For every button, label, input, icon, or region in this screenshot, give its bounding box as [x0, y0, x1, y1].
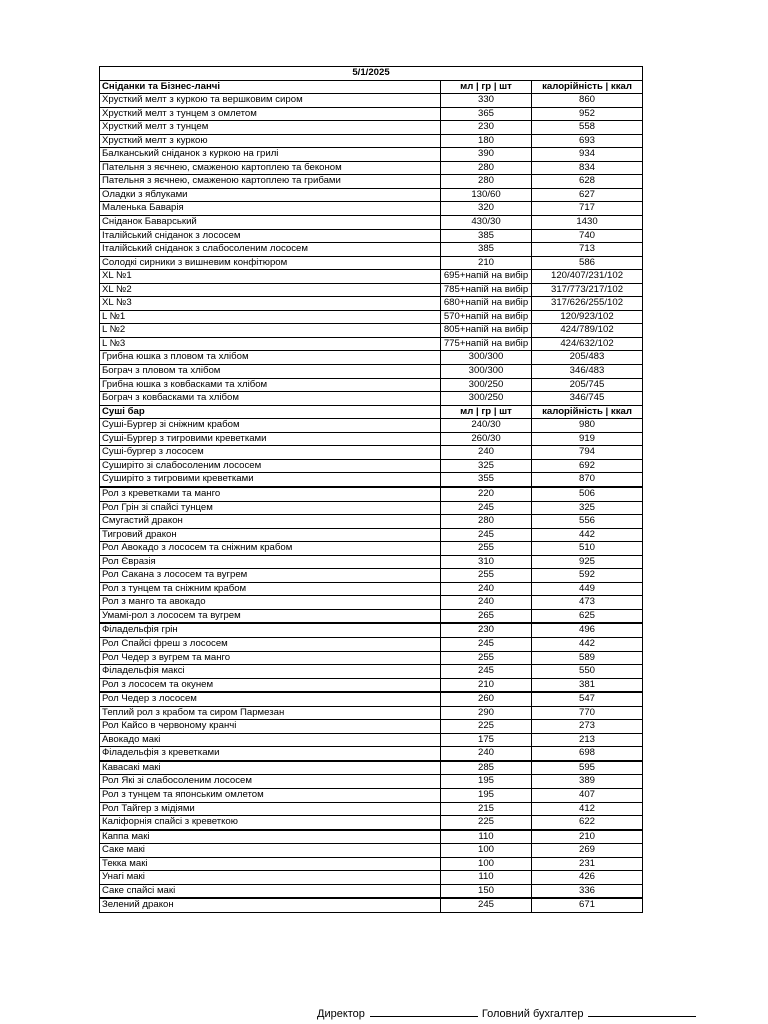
- kcal-cell: 346/483: [532, 365, 643, 379]
- kcal-cell: 424/632/102: [532, 337, 643, 351]
- portion-cell: 240: [441, 446, 532, 460]
- dish-name-cell: Маленька Баварія: [100, 202, 441, 216]
- kcal-cell: 336: [532, 884, 643, 898]
- dish-name-cell: Рол Чедер з вугрем та манго: [100, 651, 441, 665]
- portion-cell: 215: [441, 802, 532, 816]
- table-row: [100, 161, 643, 175]
- dish-name-cell: Суші-Бургер з тигровими креветками: [100, 432, 441, 446]
- calorie-table-body: [100, 67, 643, 913]
- dish-name-cell: Рол з лососем та окунем: [100, 678, 441, 692]
- kcal-cell: 586: [532, 256, 643, 270]
- kcal-header: калорійність | ккал: [532, 80, 643, 94]
- section-header-row: [100, 80, 643, 94]
- table-row: [100, 324, 643, 338]
- kcal-cell: 210: [532, 830, 643, 844]
- portion-cell: 255: [441, 651, 532, 665]
- kcal-cell: 693: [532, 134, 643, 148]
- kcal-header: калорійність | ккал: [532, 405, 643, 419]
- table-row: [100, 188, 643, 202]
- kcal-cell: 589: [532, 651, 643, 665]
- table-row: [100, 609, 643, 623]
- kcal-cell: 625: [532, 609, 643, 623]
- kcal-cell: 449: [532, 582, 643, 596]
- table-row: [100, 446, 643, 460]
- dish-name-cell: Авокадо макі: [100, 733, 441, 747]
- dish-name-cell: Хрусткий мелт з куркою: [100, 134, 441, 148]
- dish-name-cell: Рол з тунцем та сніжним крабом: [100, 582, 441, 596]
- kcal-cell: 980: [532, 419, 643, 433]
- portion-cell: 300/300: [441, 365, 532, 379]
- portion-cell: 220: [441, 487, 532, 501]
- dish-name-cell: Рол Які зі слабосоленим лососем: [100, 775, 441, 789]
- dish-name-cell: Філадельфія максі: [100, 665, 441, 679]
- portion-cell: 195: [441, 788, 532, 802]
- portion-cell: 390: [441, 148, 532, 162]
- kcal-cell: 496: [532, 623, 643, 637]
- portion-cell: 130/60: [441, 188, 532, 202]
- portion-cell: 245: [441, 665, 532, 679]
- kcal-cell: 325: [532, 501, 643, 515]
- dish-name-cell: Каппа макі: [100, 830, 441, 844]
- signature-block: [317, 1006, 696, 1020]
- portion-cell: 245: [441, 501, 532, 515]
- table-row: [100, 515, 643, 529]
- table-row: [100, 898, 643, 912]
- dish-name-cell: Суші-Бургер зі сніжним крабом: [100, 419, 441, 433]
- kcal-cell: 592: [532, 569, 643, 583]
- portion-cell: 245: [441, 528, 532, 542]
- dish-name-cell: Рол з тунцем та японським омлетом: [100, 788, 441, 802]
- dish-name-cell: Хрусткий мелт з куркою та вершковим сиром: [100, 94, 441, 108]
- portion-cell: 260/30: [441, 432, 532, 446]
- portion-cell: 180: [441, 134, 532, 148]
- director-label: Директор: [317, 1008, 365, 1020]
- dish-name-cell: Солодкі сирники з вишневим конфітюром: [100, 256, 441, 270]
- calorie-table: [99, 66, 643, 913]
- kcal-cell: 346/745: [532, 392, 643, 406]
- kcal-cell: 510: [532, 542, 643, 556]
- portion-cell: 680+напій на вибір: [441, 297, 532, 311]
- kcal-cell: 205/745: [532, 378, 643, 392]
- kcal-cell: 424/789/102: [532, 324, 643, 338]
- table-row: [100, 432, 643, 446]
- kcal-cell: 952: [532, 107, 643, 121]
- kcal-cell: 595: [532, 761, 643, 775]
- dish-name-cell: Грибна юшка з ковбасками та хлібом: [100, 378, 441, 392]
- table-row: [100, 830, 643, 844]
- date-cell: 5/1/2025: [100, 67, 643, 81]
- dish-name-cell: L №2: [100, 324, 441, 338]
- portion-cell: 100: [441, 844, 532, 858]
- kcal-cell: 412: [532, 802, 643, 816]
- kcal-cell: 794: [532, 446, 643, 460]
- kcal-cell: 713: [532, 243, 643, 257]
- portion-cell: 240: [441, 596, 532, 610]
- kcal-cell: 628: [532, 175, 643, 189]
- kcal-cell: 381: [532, 678, 643, 692]
- dish-name-cell: Суширіто з тигровими креветками: [100, 473, 441, 487]
- table-row: [100, 283, 643, 297]
- portion-cell: 385: [441, 243, 532, 257]
- dish-name-cell: Унагі макі: [100, 871, 441, 885]
- dish-name-cell: Саке спайсі макі: [100, 884, 441, 898]
- portion-cell: 245: [441, 898, 532, 912]
- portion-cell: 210: [441, 256, 532, 270]
- portion-cell: 280: [441, 161, 532, 175]
- portion-cell: 570+напій на вибір: [441, 310, 532, 324]
- dish-name-cell: Сніданок Баварський: [100, 216, 441, 230]
- portion-cell: 785+напій на вибір: [441, 283, 532, 297]
- kcal-cell: 273: [532, 720, 643, 734]
- portion-header: мл | гр | шт: [441, 80, 532, 94]
- kcal-cell: 442: [532, 637, 643, 651]
- portion-cell: 110: [441, 830, 532, 844]
- table-row: [100, 337, 643, 351]
- portion-cell: 245: [441, 637, 532, 651]
- table-row: [100, 857, 643, 871]
- table-row: [100, 844, 643, 858]
- table-row: [100, 720, 643, 734]
- portion-cell: 240/30: [441, 419, 532, 433]
- dish-name-cell: Рол Тайгер з мідіями: [100, 802, 441, 816]
- dish-name-cell: Умамі-рол з лососем та вугрем: [100, 609, 441, 623]
- kcal-cell: 925: [532, 555, 643, 569]
- kcal-cell: 671: [532, 898, 643, 912]
- table-row: [100, 884, 643, 898]
- portion-cell: 110: [441, 871, 532, 885]
- table-row: [100, 175, 643, 189]
- kcal-cell: 550: [532, 665, 643, 679]
- table-row: [100, 871, 643, 885]
- table-row: [100, 148, 643, 162]
- table-row: [100, 692, 643, 706]
- portion-cell: 210: [441, 678, 532, 692]
- kcal-cell: 389: [532, 775, 643, 789]
- portion-cell: 300/250: [441, 378, 532, 392]
- portion-cell: 320: [441, 202, 532, 216]
- kcal-cell: 622: [532, 816, 643, 830]
- kcal-cell: 213: [532, 733, 643, 747]
- dish-name-cell: Текка макі: [100, 857, 441, 871]
- kcal-cell: 860: [532, 94, 643, 108]
- table-row: [100, 310, 643, 324]
- section-title: Сніданки та Бізнес-ланчі: [100, 80, 441, 94]
- kcal-cell: 919: [532, 432, 643, 446]
- table-row: [100, 665, 643, 679]
- dish-name-cell: Рол з манго та авокадо: [100, 596, 441, 610]
- portion-cell: 255: [441, 569, 532, 583]
- table-row: [100, 802, 643, 816]
- portion-cell: 240: [441, 582, 532, 596]
- kcal-cell: 934: [532, 148, 643, 162]
- dish-name-cell: Бограч з ковбасками та хлібом: [100, 392, 441, 406]
- date-row: [100, 67, 643, 81]
- table-row: [100, 706, 643, 720]
- table-row: [100, 229, 643, 243]
- portion-cell: 310: [441, 555, 532, 569]
- kcal-cell: 269: [532, 844, 643, 858]
- kcal-cell: 740: [532, 229, 643, 243]
- dish-name-cell: Зелений дракон: [100, 898, 441, 912]
- table-row: [100, 637, 643, 651]
- kcal-cell: 547: [532, 692, 643, 706]
- dish-name-cell: Хрусткий мелт з тунцем: [100, 121, 441, 135]
- portion-header: мл | гр | шт: [441, 405, 532, 419]
- dish-name-cell: Балканський сніданок з куркою на грилі: [100, 148, 441, 162]
- dish-name-cell: Пательня з яєчнею, смаженою картоплею та беконом: [100, 161, 441, 175]
- portion-cell: 430/30: [441, 216, 532, 230]
- portion-cell: 290: [441, 706, 532, 720]
- kcal-cell: 627: [532, 188, 643, 202]
- portion-cell: 805+напій на вибір: [441, 324, 532, 338]
- table-row: [100, 378, 643, 392]
- table-row: [100, 202, 643, 216]
- kcal-cell: 870: [532, 473, 643, 487]
- kcal-cell: 556: [532, 515, 643, 529]
- dish-name-cell: Рол Спайсі фреш з лососем: [100, 637, 441, 651]
- portion-cell: 195: [441, 775, 532, 789]
- dish-name-cell: Рол Євразія: [100, 555, 441, 569]
- kcal-cell: 407: [532, 788, 643, 802]
- dish-name-cell: Італійський сніданок з лососем: [100, 229, 441, 243]
- portion-cell: 330: [441, 94, 532, 108]
- table-row: [100, 256, 643, 270]
- dish-name-cell: Саке макі: [100, 844, 441, 858]
- table-row: [100, 365, 643, 379]
- table-row: [100, 107, 643, 121]
- table-row: [100, 459, 643, 473]
- kcal-cell: 473: [532, 596, 643, 610]
- dish-name-cell: XL №3: [100, 297, 441, 311]
- portion-cell: 230: [441, 623, 532, 637]
- dish-name-cell: Каліфорнія спайсі з креветкою: [100, 816, 441, 830]
- dish-name-cell: Тигровий дракон: [100, 528, 441, 542]
- dish-name-cell: Оладки з яблуками: [100, 188, 441, 202]
- dish-name-cell: Суші-бургер з лососем: [100, 446, 441, 460]
- kcal-cell: 426: [532, 871, 643, 885]
- portion-cell: 300/300: [441, 351, 532, 365]
- dish-name-cell: Пательня з яєчнею, смаженою картоплею та грибами: [100, 175, 441, 189]
- portion-cell: 240: [441, 747, 532, 761]
- portion-cell: 280: [441, 175, 532, 189]
- dish-name-cell: Рол Сакана з лососем та вугрем: [100, 569, 441, 583]
- dish-name-cell: Хрусткий мелт з тунцем з омлетом: [100, 107, 441, 121]
- portion-cell: 285: [441, 761, 532, 775]
- dish-name-cell: Рол з креветками та манго: [100, 487, 441, 501]
- portion-cell: 695+напій на вибір: [441, 270, 532, 284]
- accountant-signature-line: [588, 1006, 696, 1017]
- kcal-cell: 506: [532, 487, 643, 501]
- accountant-label: Головний бухгалтер: [481, 1008, 584, 1020]
- table-row: [100, 270, 643, 284]
- portion-cell: 230: [441, 121, 532, 135]
- portion-cell: 150: [441, 884, 532, 898]
- dish-name-cell: Грибна юшка з пловом та хлібом: [100, 351, 441, 365]
- dish-name-cell: Теплий рол з крабом та сиром Пармезан: [100, 706, 441, 720]
- portion-cell: 775+напій на вибір: [441, 337, 532, 351]
- dish-name-cell: Смугастий дракон: [100, 515, 441, 529]
- table-row: [100, 297, 643, 311]
- director-signature-line: [370, 1006, 478, 1017]
- kcal-cell: 317/773/217/102: [532, 283, 643, 297]
- dish-name-cell: Рол Чедер з лососем: [100, 692, 441, 706]
- table-row: [100, 216, 643, 230]
- portion-cell: 355: [441, 473, 532, 487]
- table-row: [100, 733, 643, 747]
- table-row: [100, 121, 643, 135]
- table-row: [100, 542, 643, 556]
- table-row: [100, 747, 643, 761]
- portion-cell: 365: [441, 107, 532, 121]
- kcal-cell: 558: [532, 121, 643, 135]
- table-row: [100, 596, 643, 610]
- dish-name-cell: Італійський сніданок з слабосоленим лососем: [100, 243, 441, 257]
- table-row: [100, 678, 643, 692]
- dish-name-cell: Філадельфія з креветками: [100, 747, 441, 761]
- portion-cell: 265: [441, 609, 532, 623]
- kcal-cell: 317/626/255/102: [532, 297, 643, 311]
- kcal-cell: 120/407/231/102: [532, 270, 643, 284]
- dish-name-cell: Бограч з пловом та хлібом: [100, 365, 441, 379]
- dish-name-cell: L №3: [100, 337, 441, 351]
- dish-name-cell: L №1: [100, 310, 441, 324]
- table-row: [100, 582, 643, 596]
- dish-name-cell: Рол Грін зі спайсі тунцем: [100, 501, 441, 515]
- table-row: [100, 651, 643, 665]
- portion-cell: 260: [441, 692, 532, 706]
- table-row: [100, 473, 643, 487]
- dish-name-cell: XL №1: [100, 270, 441, 284]
- portion-cell: 325: [441, 459, 532, 473]
- table-row: [100, 788, 643, 802]
- portion-cell: 255: [441, 542, 532, 556]
- section-title: Суші бар: [100, 405, 441, 419]
- table-row: [100, 623, 643, 637]
- kcal-cell: 120/923/102: [532, 310, 643, 324]
- table-row: [100, 94, 643, 108]
- table-row: [100, 761, 643, 775]
- portion-cell: 225: [441, 816, 532, 830]
- table-row: [100, 775, 643, 789]
- kcal-cell: 717: [532, 202, 643, 216]
- table-row: [100, 392, 643, 406]
- portion-cell: 280: [441, 515, 532, 529]
- table-row: [100, 528, 643, 542]
- table-row: [100, 501, 643, 515]
- table-row: [100, 555, 643, 569]
- table-row: [100, 134, 643, 148]
- section-header-row: [100, 405, 643, 419]
- dish-name-cell: Суширіто зі слабосоленим лососем: [100, 459, 441, 473]
- table-row: [100, 243, 643, 257]
- kcal-cell: 770: [532, 706, 643, 720]
- kcal-cell: 692: [532, 459, 643, 473]
- kcal-cell: 231: [532, 857, 643, 871]
- portion-cell: 225: [441, 720, 532, 734]
- portion-cell: 175: [441, 733, 532, 747]
- table-row: [100, 351, 643, 365]
- portion-cell: 300/250: [441, 392, 532, 406]
- portion-cell: 385: [441, 229, 532, 243]
- table-row: [100, 419, 643, 433]
- dish-name-cell: Кавасакі макі: [100, 761, 441, 775]
- table-row: [100, 816, 643, 830]
- kcal-cell: 442: [532, 528, 643, 542]
- kcal-cell: 834: [532, 161, 643, 175]
- portion-cell: 100: [441, 857, 532, 871]
- dish-name-cell: XL №2: [100, 283, 441, 297]
- dish-name-cell: Рол Авокадо з лососем та сніжним крабом: [100, 542, 441, 556]
- table-row: [100, 487, 643, 501]
- kcal-cell: 205/483: [532, 351, 643, 365]
- table-row: [100, 569, 643, 583]
- dish-name-cell: Рол Кайсо в червоному кранчі: [100, 720, 441, 734]
- dish-name-cell: Філадельфія грін: [100, 623, 441, 637]
- kcal-cell: 1430: [532, 216, 643, 230]
- kcal-cell: 698: [532, 747, 643, 761]
